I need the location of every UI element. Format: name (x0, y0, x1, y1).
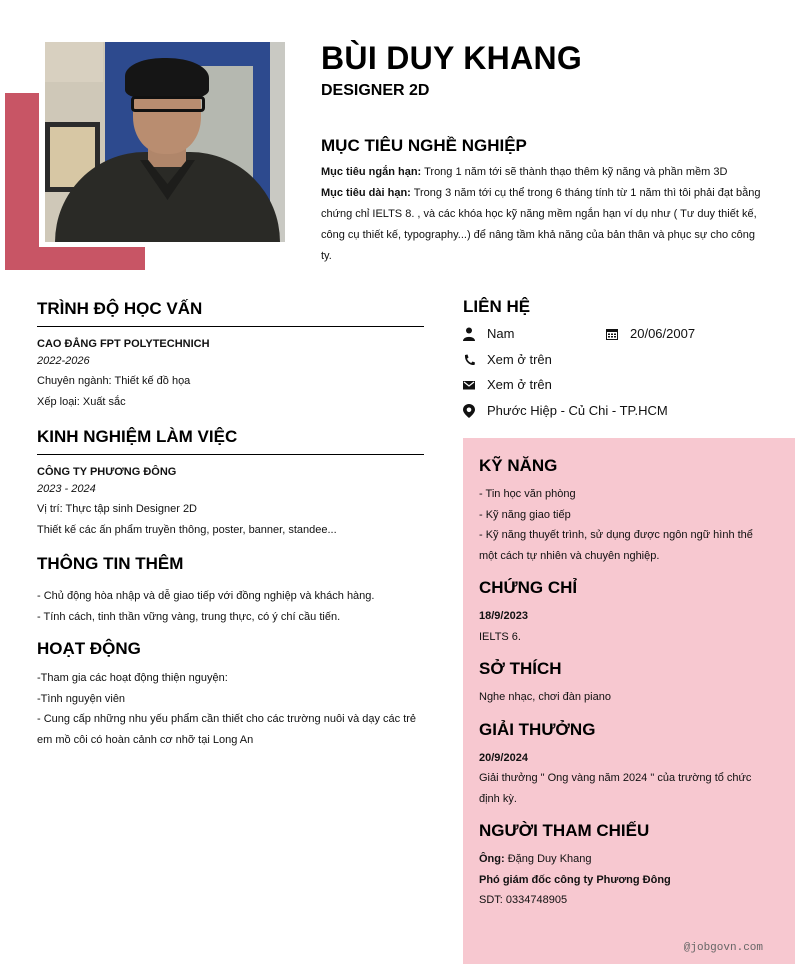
profile-photo (45, 42, 285, 242)
reference-section (479, 821, 769, 911)
objective-short-term (321, 162, 766, 183)
reference-name (479, 849, 769, 870)
education-section (37, 299, 424, 412)
contact-row-phone (463, 352, 793, 378)
experience-period: 2023 - 2024 (37, 483, 96, 495)
award-date: 20/9/2024 (479, 751, 528, 764)
certificates-section (479, 578, 769, 647)
certificate-date: 18/9/2023 (479, 610, 528, 622)
experience-position: Vị trí: Thực tập sinh Designer 2D (37, 503, 198, 515)
experience-title: KINH NGHIỆM LÀM VIỆC (37, 427, 238, 446)
skill-line: - Kỹ năng giao tiếp (479, 508, 571, 521)
watermark: @jobgovn.com (683, 942, 763, 954)
activity-line: - Cung cấp những nhu yếu phẩm cần thiết cho các trường nuôi và dạy các trẻ em mồ côi có hoàn cảnh cơ nhỡ tại Long An (37, 713, 417, 746)
mail-icon (463, 378, 475, 392)
additional-info-title: THÔNG TIN THÊM (37, 554, 184, 573)
additional-line: - Chủ động hòa nhập và dễ giao tiếp với đồng nghiệp và khách hàng. (37, 590, 375, 602)
long-term-text: Trong 3 năm tới cụ thể trong 6 tháng tính từ 1 năm thì tôi phải đạt bằng chứng chỉ IELTS 8. , và các khóa học kỹ năng mềm ngắn hạn ví dụ như ( Tư duy thiết kế, công cụ thiết kế, typography...) để nâng tầm khả năng của bản thân và phục sự cho công ty. (321, 187, 761, 262)
additional-info-section (37, 554, 424, 627)
career-objective-section (321, 136, 766, 267)
additional-line: - Tính cách, tinh thần vững vàng, trung thực, có ý chí cầu tiến. (37, 610, 341, 623)
experience-description: Thiết kế các ấn phẩm truyền thông, poster, banner, standee... (37, 523, 337, 536)
awards-section (479, 720, 769, 810)
reference-position: Phó giám đốc công ty Phương Đông (479, 873, 671, 886)
user-icon (463, 327, 475, 341)
sidebar-panel (463, 438, 795, 964)
hobbies-text: Nghe nhạc, chơi đàn piano (479, 691, 611, 703)
reference-name-label: Ông: (479, 853, 505, 865)
divider (37, 326, 424, 327)
reference-name-value: Đặng Duy Khang (504, 853, 592, 865)
skill-line: - Tin học văn phòng (479, 488, 576, 500)
reference-phone: SDT: 0334748905 (479, 894, 568, 906)
hobbies-title: SỞ THÍCH (479, 659, 562, 678)
education-period: 2022-2026 (37, 355, 90, 367)
experience-section (37, 427, 424, 540)
objective-long-term (321, 183, 766, 267)
skills-section (479, 456, 769, 566)
divider (37, 454, 424, 455)
gender-value: Nam (487, 326, 515, 341)
location-pin-icon (463, 404, 475, 418)
phone-icon (463, 353, 475, 367)
contact-row-email (463, 377, 793, 403)
decorative-bar-vertical (5, 93, 39, 270)
education-grade: Xếp loại: Xuất sắc (37, 395, 126, 408)
awards-title: GIẢI THƯỞNG (479, 719, 596, 739)
award-text: Giải thưởng " Ong vàng năm 2024 " của trường tổ chức định kỳ. (479, 772, 752, 805)
calendar-icon (606, 328, 618, 340)
activity-line: -Tham gia các hoạt động thiện nguyện: (37, 672, 228, 684)
contact-row-gender-birthday (463, 326, 793, 352)
school-name: CAO ĐẲNG FPT POLYTECHNICH (37, 338, 210, 350)
objective-title: MỤC TIÊU NGHỀ NGHIỆP (321, 136, 527, 155)
reference-title: NGƯỜI THAM CHIẾU (479, 821, 650, 840)
education-title: TRÌNH ĐỘ HỌC VẤN (37, 299, 203, 318)
skills-title: KỸ NĂNG (479, 456, 558, 475)
contact-title: LIÊN HỆ (463, 297, 531, 316)
candidate-role: DESIGNER 2D (321, 82, 430, 99)
contact-section (463, 297, 793, 428)
certificate-name: IELTS 6. (479, 630, 521, 643)
education-major: Chuyên ngành: Thiết kế đồ họa (37, 375, 191, 387)
address-value: Phước Hiệp - Củ Chi - TP.HCM (487, 402, 668, 418)
decorative-bar-horizontal (5, 247, 145, 270)
candidate-name: BÙI DUY KHANG (321, 40, 583, 76)
activity-line: -Tình nguyện viên (37, 692, 126, 705)
certificates-title: CHỨNG CHỈ (479, 578, 578, 597)
contact-row-address (463, 403, 793, 429)
skill-line: - Kỹ năng thuyết trình, sử dụng được ngôn ngữ hình thể một cách tự nhiên và chuyên nghiệp. (479, 529, 753, 562)
hobbies-section (479, 659, 769, 708)
activities-section (37, 639, 424, 750)
birthday-value: 20/06/2007 (630, 326, 696, 341)
short-term-text: Trong 1 năm tới sẽ thành thạo thêm kỹ năng và phần mềm 3D (421, 166, 728, 178)
short-term-label: Mục tiêu ngắn hạn: (321, 166, 422, 178)
email-value: Xem ở trên (487, 377, 552, 392)
phone-value: Xem ở trên (487, 351, 552, 367)
activities-title: HOẠT ĐỘNG (37, 639, 141, 658)
company-name: CÔNG TY PHƯƠNG ĐÔNG (37, 466, 177, 478)
long-term-label: Mục tiêu dài hạn: (321, 187, 411, 199)
